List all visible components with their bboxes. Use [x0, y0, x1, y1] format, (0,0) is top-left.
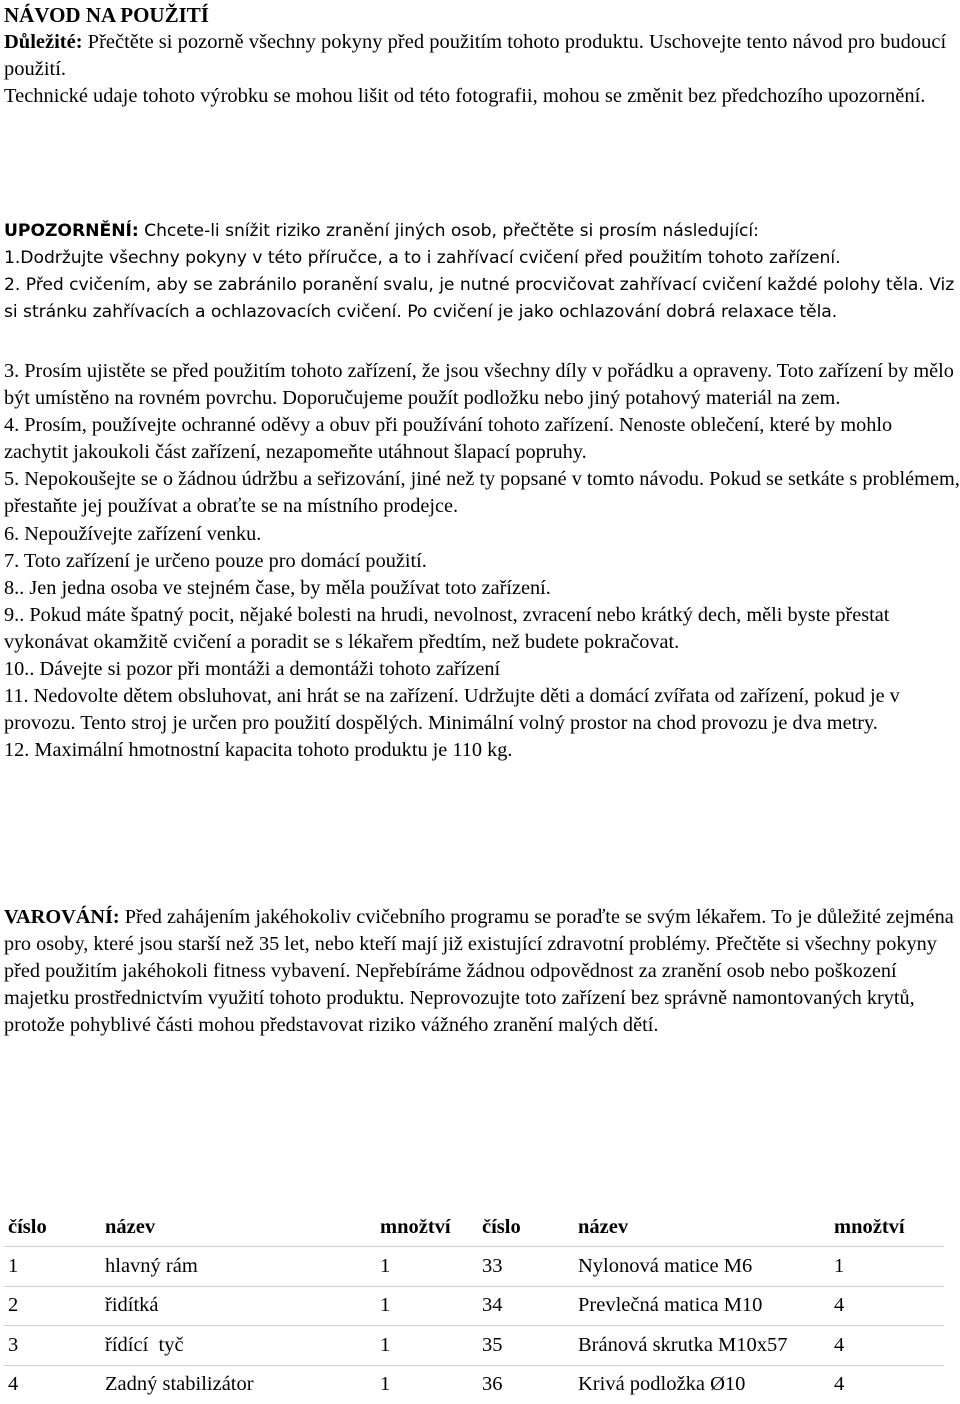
danger-section — [4, 904, 960, 1039]
rules-list — [4, 358, 960, 764]
rule-item: 4. Prosím, používejte ochranné oděvy a obuv při používání tohoto zařízení. Nenoste oblečení, které by mohlo zachytit jakoukoli část zařízení, nezapomeňte utáhnout šlapací popruhy. — [4, 414, 893, 464]
header-quantity: množtví — [380, 1215, 451, 1238]
intro-section — [4, 29, 956, 110]
header-number: číslo — [482, 1215, 521, 1238]
header-name: název — [105, 1215, 156, 1238]
header-number: číslo — [8, 1215, 47, 1238]
table-row — [4, 1326, 944, 1366]
warning-text: Chcete-li snížit riziko zranění jiných osob, přečtěte si prosím následující: — [138, 221, 759, 241]
warning-paragraph — [4, 218, 960, 245]
table-cell: 2 — [4, 1286, 101, 1326]
tech-note: Technické udaje tohoto výrobku se mohou lišit od této fotografii, mohou se změnit bez předchozího upozornění. — [4, 85, 926, 107]
rule-item: 6. Nepoužívejte zařízení venku. — [4, 522, 262, 545]
rule-item: 8.. Jen jedna osoba ve stejném čase, by měla používat toto zařízení. — [4, 576, 551, 599]
important-text: Přečtěte si pozorně všechny pokyny před použitím tohoto produktu. Uschovejte tento návod pro budoucí použití. — [4, 31, 947, 80]
table-cell: 1 — [376, 1326, 478, 1366]
table-cell: řidítká — [101, 1286, 376, 1326]
table-cell: 1 — [830, 1247, 944, 1287]
rule-item: 12. Maximální hmotnostní kapacita tohoto produktu je 110 kg. — [4, 739, 513, 762]
important-paragraph — [4, 29, 956, 83]
table-cell: 1 — [4, 1247, 101, 1287]
important-label: Důležité: — [4, 31, 83, 53]
parts-table — [4, 1208, 944, 1404]
warning-section — [4, 218, 960, 326]
table-row — [4, 1365, 944, 1404]
table-row — [4, 1286, 944, 1326]
rule-item: 3. Prosím ujistěte se před použitím tohoto zařízení, že jsou všechny díly v pořádku a opraveny. Toto zařízení by mělo být umístěno na rovném povrchu. Doporučujeme použít podložku nebo jiný potahový materiál na zem. — [4, 360, 954, 410]
table-cell: 4 — [830, 1365, 944, 1404]
table-cell: 4 — [830, 1326, 944, 1366]
warning-item-1: 1.Dodržujte všechny pokyny v této příručce, a to i zahřívací cvičení před použitím tohoto zařízení. — [4, 248, 841, 269]
table-cell: Prevlečná matica M10 — [574, 1286, 830, 1326]
table-cell: 36 — [478, 1365, 574, 1404]
table-cell: Zadný stabilizátor — [101, 1365, 376, 1404]
table-cell: řídící tyč — [101, 1326, 376, 1366]
rule-item: 9.. Pokud máte špatný pocit, nějaké bolesti na hrudi, nevolnost, zvracení nebo krátký dech, měli byste přestat vykonávat okamžitě cvičení a poradit se s lékařem předtím, než budete pokračovat. — [4, 603, 890, 653]
danger-text: Před zahájením jakéhokoliv cvičebního programu se poraďte se svým lékařem. To je důležité zejména pro osoby, které jsou starší než 35 let, nebo kteří mají již existující zdravotní problémy. Přečtěte si všechny pokyny před použitím jakéhokoli fitness vybavení. Nepřebíráme žádnou odpovědnost za zranění osob nebo poškození majetku prostřednictvím využití tohoto produktu. Neprovozujte toto zařízení bez správně namontovaných krytů, protože pohyblivé části mohou představovat riziko vážného zranění malých dětí. — [4, 906, 954, 1037]
table-row — [4, 1247, 944, 1287]
table-cell: 4 — [4, 1365, 101, 1404]
warning-label: UPOZORNĚNÍ: — [4, 221, 139, 241]
danger-label: VAROVÁNÍ: — [4, 906, 120, 928]
table-cell: 3 — [4, 1326, 101, 1366]
table-cell: hlavný rám — [101, 1247, 376, 1287]
header-name: název — [578, 1215, 629, 1238]
warning-item-2: 2. Před cvičením, aby se zabránilo poranění svalu, je nutné procvičovat zahřívací cvičení každé polohy těla. Viz si stránku zahřívacích a ochlazovacích cvičení. Po cvičení je jako ochlazování dobrá relaxace těla. — [4, 275, 955, 323]
table-cell: 34 — [478, 1286, 574, 1326]
page-title: NÁVOD NA POUŽITÍ — [4, 3, 209, 27]
table-cell: 33 — [478, 1247, 574, 1287]
table-cell: Nylonová matice M6 — [574, 1247, 830, 1287]
rule-item: 7. Toto zařízení je určeno pouze pro domácí použití. — [4, 549, 427, 572]
rule-item: 11. Nedovolte dětem obsluhovat, ani hrát se na zařízení. Udržujte děti a domácí zvířata od zařízení, pokud je v provozu. Tento stroj je určen pro použití dospělých. Minimální volný prostor na chod provozu je dva metry. — [4, 685, 900, 735]
table-cell: 35 — [478, 1326, 574, 1366]
table-cell: 1 — [376, 1286, 478, 1326]
header-quantity: množtví — [834, 1215, 905, 1238]
table-cell: Krivá podložka Ø10 — [574, 1365, 830, 1404]
table-cell: 4 — [830, 1286, 944, 1326]
danger-paragraph — [4, 904, 960, 1039]
table-cell: 1 — [376, 1247, 478, 1287]
table-cell: 1 — [376, 1365, 478, 1404]
table-header-row — [4, 1208, 944, 1247]
rule-item: 5. Nepokoušejte se o žádnou údržbu a seřizování, jiné než ty popsané v tomto návodu. Pokud se setkáte s problémem, přestaňte jej používat a obraťte se na místního prodejce. — [4, 468, 960, 518]
table-cell: Bránová skrutka M10x57 — [574, 1326, 830, 1366]
rule-item: 10.. Dávejte si pozor při montáži a demontáži tohoto zařízení — [4, 658, 501, 681]
